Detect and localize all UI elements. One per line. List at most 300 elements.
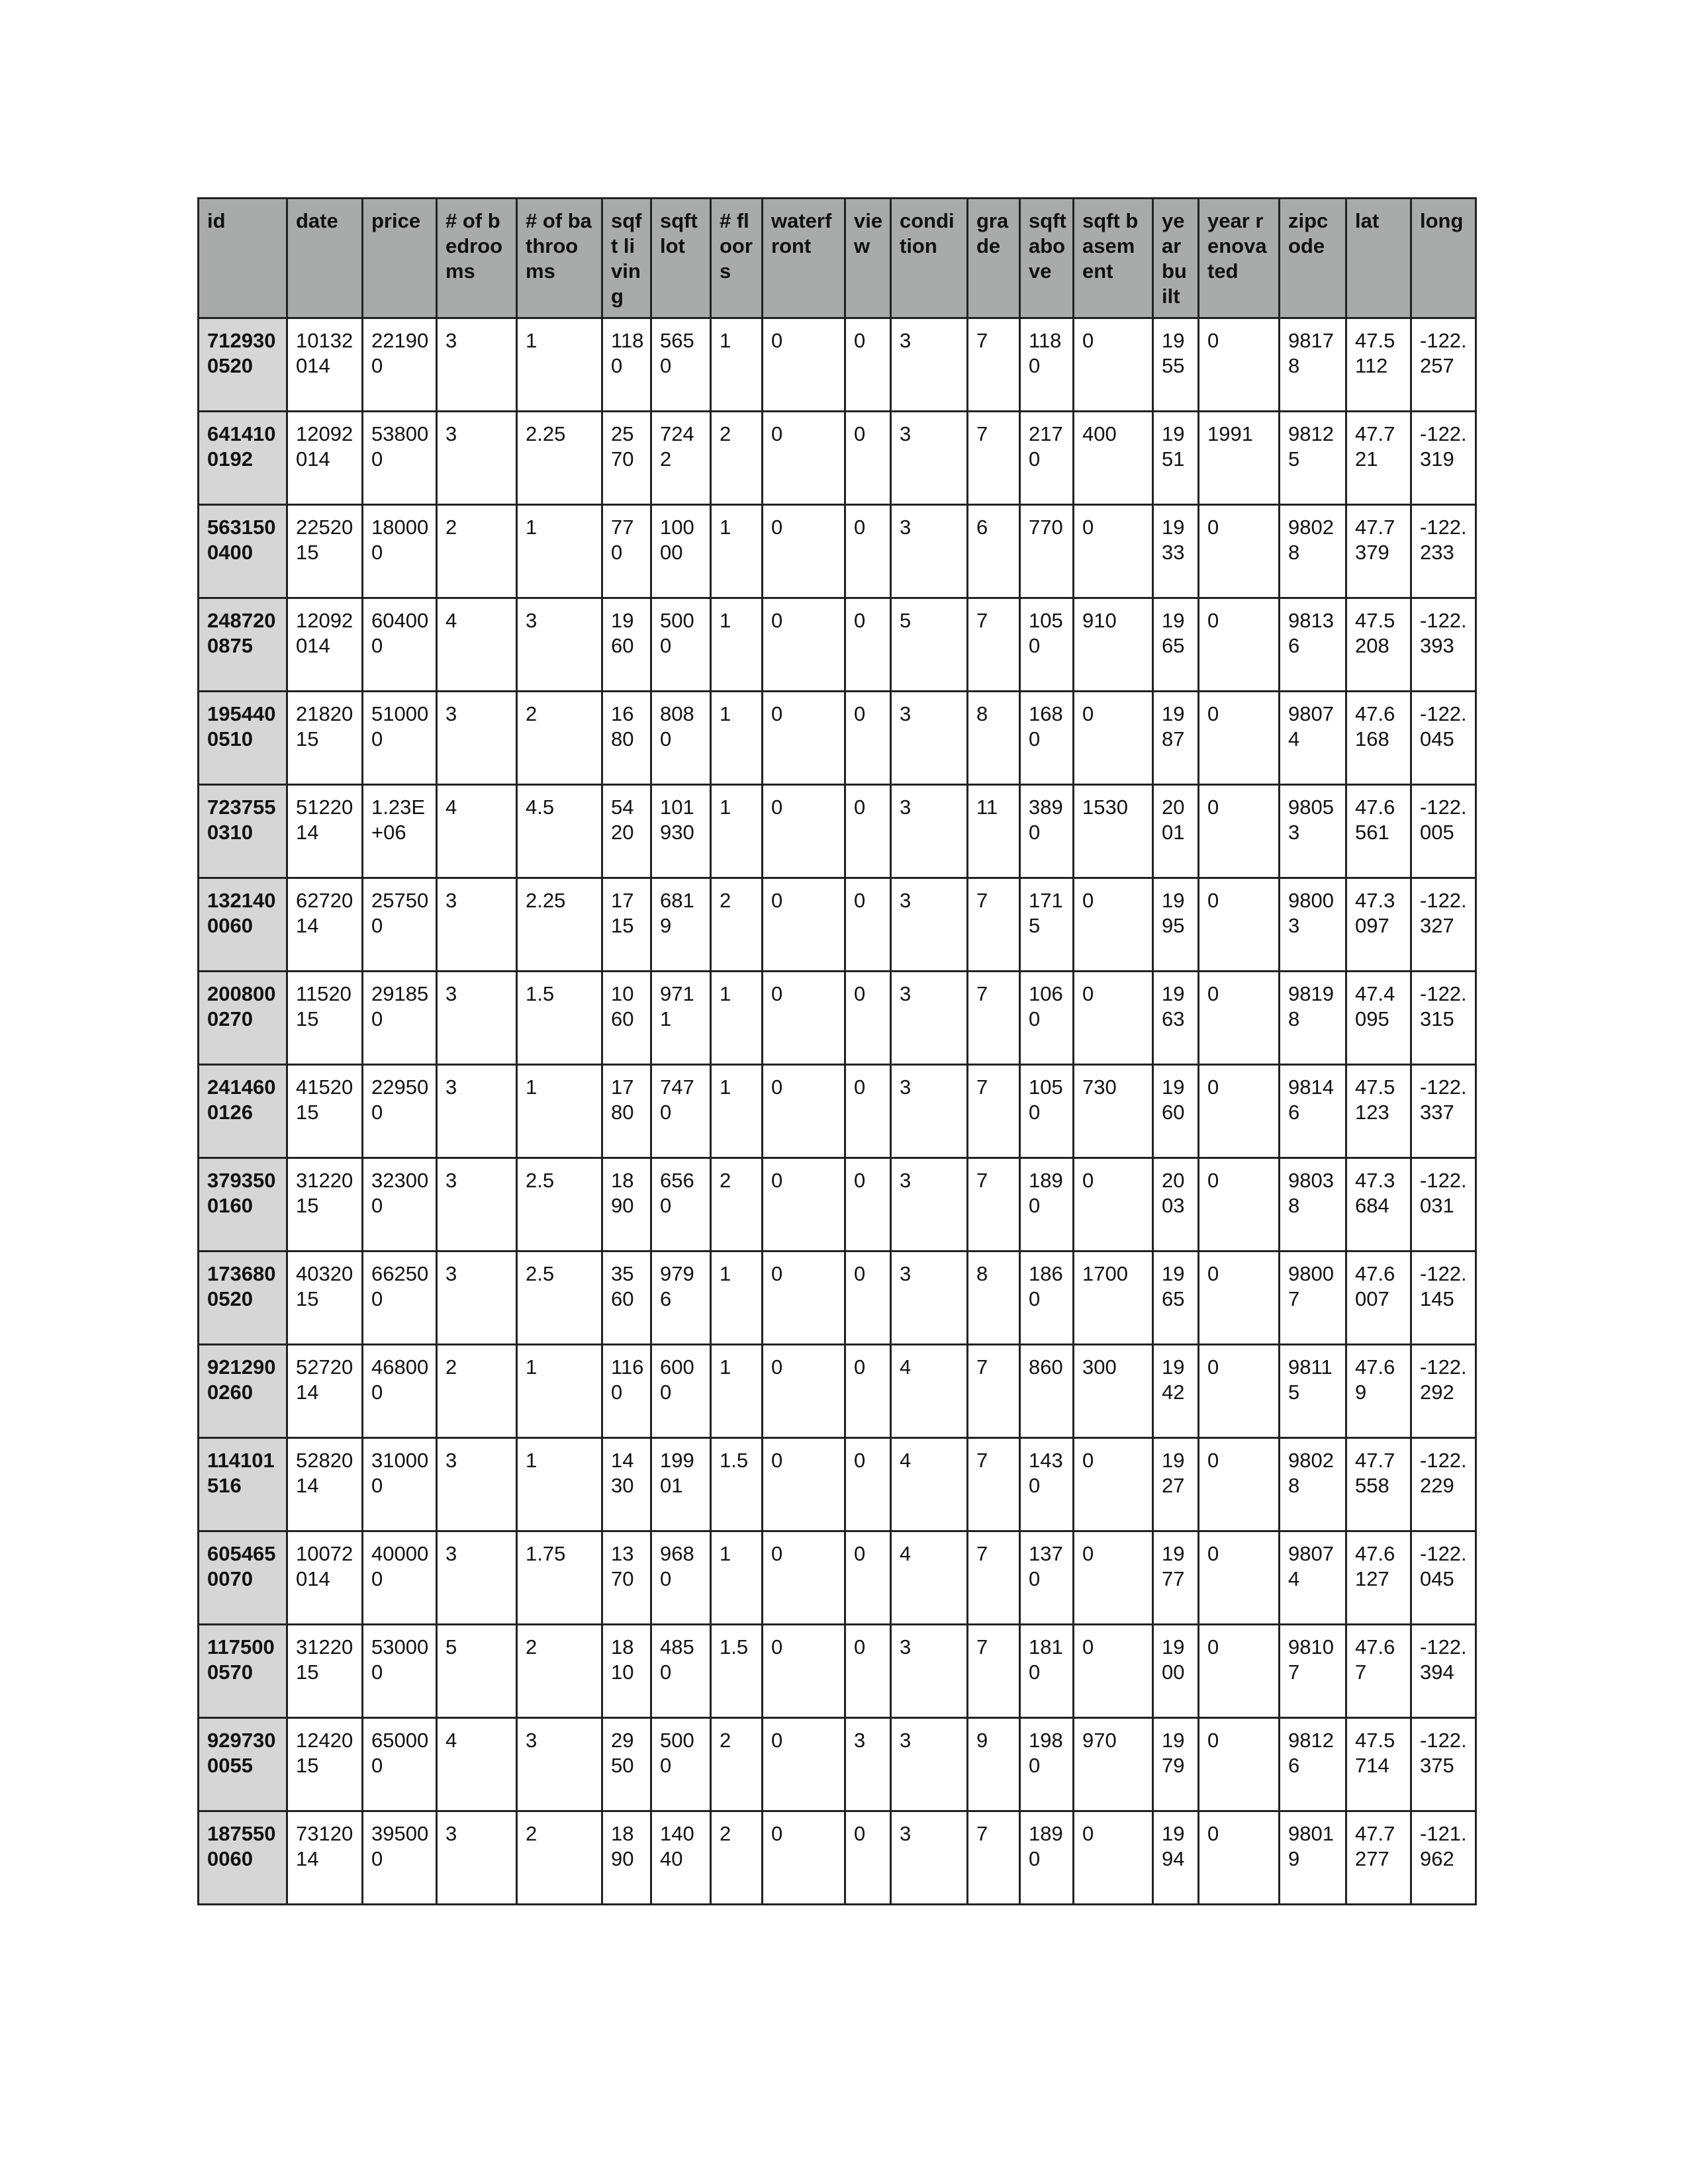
- table-cell: 1994: [1153, 1811, 1199, 1905]
- table-row: [199, 598, 1476, 692]
- table-cell: 0: [1199, 1438, 1280, 1531]
- table-cell: 730: [1074, 1065, 1153, 1158]
- row-id-cell: 2414600126: [199, 1065, 287, 1158]
- table-cell: 0: [845, 1811, 891, 1905]
- table-cell: 98146: [1280, 1065, 1346, 1158]
- table-row: [199, 505, 1476, 598]
- table-cell: 0: [763, 505, 845, 598]
- table-cell: 0: [845, 1531, 891, 1625]
- table-cell: 1810: [602, 1625, 651, 1718]
- table-cell: 3: [891, 1065, 968, 1158]
- table-cell: 7: [968, 412, 1020, 505]
- table-cell: 2: [437, 1345, 517, 1438]
- table-cell: 4: [437, 1718, 517, 1811]
- column-header: id: [199, 199, 287, 318]
- table-cell: 3: [437, 412, 517, 505]
- table-cell: 604000: [363, 598, 437, 692]
- table-cell: 0: [763, 1718, 845, 1811]
- column-header: condition: [891, 199, 968, 318]
- table-cell: 22520 15: [287, 505, 363, 598]
- table-cell: 5650: [651, 318, 711, 412]
- table-cell: 2: [711, 1718, 763, 1811]
- table-cell: 2: [517, 692, 602, 785]
- table-cell: 98115: [1280, 1345, 1346, 1438]
- table-cell: 0: [845, 1345, 891, 1438]
- table-cell: 1810: [1020, 1625, 1074, 1718]
- table-cell: 0: [1074, 1158, 1153, 1251]
- row-id-cell: 6054650070: [199, 1531, 287, 1625]
- table-cell: 14040: [651, 1811, 711, 1905]
- table-cell: 1960: [1153, 1065, 1199, 1158]
- table-cell: 1: [711, 505, 763, 598]
- table-row: [199, 692, 1476, 785]
- table-cell: 3: [891, 972, 968, 1065]
- table-cell: 221900: [363, 318, 437, 412]
- table-cell: 1050: [1020, 1065, 1074, 1158]
- table-cell: 0: [763, 1811, 845, 1905]
- table-cell: 98178: [1280, 318, 1346, 412]
- table-cell: 4: [891, 1345, 968, 1438]
- table-cell: 98125: [1280, 412, 1346, 505]
- table-row: [199, 1438, 1476, 1531]
- table-cell: 0: [1199, 692, 1280, 785]
- table-cell: -122.031: [1411, 1158, 1476, 1251]
- table-cell: 47.6561: [1346, 785, 1411, 878]
- table-cell: 180000: [363, 505, 437, 598]
- table-cell: 0: [845, 692, 891, 785]
- row-id-cell: 1175000570: [199, 1625, 287, 1718]
- table-cell: 1: [711, 972, 763, 1065]
- table-row: [199, 1625, 1476, 1718]
- table-cell: 1: [517, 1065, 602, 1158]
- table-cell: 7: [968, 1345, 1020, 1438]
- row-id-cell: 1321400060: [199, 878, 287, 972]
- table-cell: 47.721: [1346, 412, 1411, 505]
- row-id-cell: 5631500400: [199, 505, 287, 598]
- table-cell: 1780: [602, 1065, 651, 1158]
- column-header: zipcode: [1280, 199, 1346, 318]
- table-cell: 2: [711, 878, 763, 972]
- table-cell: 7242: [651, 412, 711, 505]
- table-cell: 7: [968, 318, 1020, 412]
- table-cell: 1: [711, 1065, 763, 1158]
- table-cell: 10072014: [287, 1531, 363, 1625]
- table-cell: 7: [968, 1811, 1020, 1905]
- table-cell: 2: [517, 1625, 602, 1718]
- column-header: sqft living: [602, 199, 651, 318]
- table-cell: 1180: [1020, 318, 1074, 412]
- table-cell: 0: [1199, 1345, 1280, 1438]
- row-id-cell: 2487200875: [199, 598, 287, 692]
- table-cell: 257500: [363, 878, 437, 972]
- table-cell: -122.375: [1411, 1718, 1476, 1811]
- table-cell: 0: [1199, 972, 1280, 1065]
- table-cell: 7: [968, 1158, 1020, 1251]
- table-cell: 9711: [651, 972, 711, 1065]
- table-cell: 41520 15: [287, 1065, 363, 1158]
- table-cell: 860: [1020, 1345, 1074, 1438]
- table-row: [199, 1811, 1476, 1905]
- table-cell: 1050: [1020, 598, 1074, 692]
- table-cell: 12420 15: [287, 1718, 363, 1811]
- table-cell: 2170: [1020, 412, 1074, 505]
- column-header: # of bedrooms: [437, 199, 517, 318]
- column-header: year renovated: [1199, 199, 1280, 318]
- table-cell: 0: [763, 318, 845, 412]
- table-cell: 5: [891, 598, 968, 692]
- row-id-cell: 3793500160: [199, 1158, 287, 1251]
- table-cell: 3: [891, 692, 968, 785]
- row-id-cell: 7237550310: [199, 785, 287, 878]
- table-cell: 395000: [363, 1811, 437, 1905]
- table-cell: -121.962: [1411, 1811, 1476, 1905]
- table-cell: 0: [845, 1438, 891, 1531]
- table-cell: -122.319: [1411, 412, 1476, 505]
- table-cell: 47.7379: [1346, 505, 1411, 598]
- table-cell: 0: [1199, 785, 1280, 878]
- table-cell: 0: [1199, 878, 1280, 972]
- table-cell: 1965: [1153, 598, 1199, 692]
- table-cell: -122.315: [1411, 972, 1476, 1065]
- header-row: [199, 199, 1476, 318]
- table-cell: 6560: [651, 1158, 711, 1251]
- table-cell: 3: [891, 878, 968, 972]
- table-cell: 98019: [1280, 1811, 1346, 1905]
- table-cell: 5420: [602, 785, 651, 878]
- table-cell: 12092014: [287, 412, 363, 505]
- table-cell: 7: [968, 972, 1020, 1065]
- table-row: [199, 1531, 1476, 1625]
- table-cell: 3: [891, 505, 968, 598]
- table-cell: 98074: [1280, 692, 1346, 785]
- table-cell: 1979: [1153, 1718, 1199, 1811]
- table-row: [199, 318, 1476, 412]
- table-cell: 101930: [651, 785, 711, 878]
- table-cell: 47.5123: [1346, 1065, 1411, 1158]
- table-cell: 3: [437, 1811, 517, 1905]
- column-header: sqft basement: [1074, 199, 1153, 318]
- table-cell: 0: [1199, 1531, 1280, 1625]
- table-cell: 538000: [363, 412, 437, 505]
- table-cell: 0: [1074, 692, 1153, 785]
- table-cell: 0: [1199, 1251, 1280, 1345]
- table-cell: 3: [437, 692, 517, 785]
- table-cell: 8080: [651, 692, 711, 785]
- table-cell: 5000: [651, 1718, 711, 1811]
- house-data-table: [197, 197, 1477, 1905]
- table-cell: 1890: [602, 1811, 651, 1905]
- row-id-cell: 9297300055: [199, 1718, 287, 1811]
- table-cell: -122.292: [1411, 1345, 1476, 1438]
- table-cell: 7470: [651, 1065, 711, 1158]
- table-cell: 1951: [1153, 412, 1199, 505]
- table-cell: 1: [711, 1531, 763, 1625]
- table-cell: 2.5: [517, 1158, 602, 1251]
- table-cell: 1160: [602, 1345, 651, 1438]
- column-header: sqft lot: [651, 199, 711, 318]
- table-cell: 1: [517, 318, 602, 412]
- row-id-cell: 6414100192: [199, 412, 287, 505]
- table-cell: 323000: [363, 1158, 437, 1251]
- table-cell: 1: [711, 1251, 763, 1345]
- column-header: waterfront: [763, 199, 845, 318]
- table-cell: 98107: [1280, 1625, 1346, 1718]
- table-cell: 40320 15: [287, 1251, 363, 1345]
- table-cell: 2.25: [517, 412, 602, 505]
- table-cell: 47.67: [1346, 1625, 1411, 1718]
- table-cell: 0: [763, 1251, 845, 1345]
- table-cell: 1890: [602, 1158, 651, 1251]
- table-cell: -122.045: [1411, 692, 1476, 785]
- table-cell: 47.4095: [1346, 972, 1411, 1065]
- table-cell: 1680: [602, 692, 651, 785]
- table-cell: 2: [711, 412, 763, 505]
- table-cell: 3890: [1020, 785, 1074, 878]
- table-cell: 73120 14: [287, 1811, 363, 1905]
- table-cell: 1430: [1020, 1438, 1074, 1531]
- table-cell: 3: [437, 972, 517, 1065]
- table-cell: 0: [1199, 1158, 1280, 1251]
- table-cell: 0: [1074, 1625, 1153, 1718]
- table-cell: 0: [845, 1625, 891, 1718]
- table-cell: 9680: [651, 1531, 711, 1625]
- table-cell: 1991: [1199, 412, 1280, 505]
- table-cell: 0: [845, 318, 891, 412]
- table-row: [199, 1158, 1476, 1251]
- table-cell: 1.23E+06: [363, 785, 437, 878]
- table-cell: -122.393: [1411, 598, 1476, 692]
- column-header: year built: [1153, 199, 1199, 318]
- table-cell: 1700: [1074, 1251, 1153, 1345]
- table-cell: 0: [763, 1438, 845, 1531]
- column-header: # floors: [711, 199, 763, 318]
- row-id-cell: 1954400510: [199, 692, 287, 785]
- table-cell: 3: [891, 412, 968, 505]
- table-cell: 530000: [363, 1625, 437, 1718]
- table-cell: 1963: [1153, 972, 1199, 1065]
- table-cell: 1060: [1020, 972, 1074, 1065]
- table-cell: 98198: [1280, 972, 1346, 1065]
- table-cell: 3: [845, 1718, 891, 1811]
- table-cell: 468000: [363, 1345, 437, 1438]
- table-cell: 11520 15: [287, 972, 363, 1065]
- table-cell: 0: [845, 1158, 891, 1251]
- table-cell: 0: [845, 785, 891, 878]
- table-cell: 6819: [651, 878, 711, 972]
- table-cell: 3: [891, 1251, 968, 1345]
- table-cell: 7: [968, 1438, 1020, 1531]
- column-header: date: [287, 199, 363, 318]
- table-cell: 0: [1074, 318, 1153, 412]
- table-cell: 47.7277: [1346, 1811, 1411, 1905]
- table-cell: 1955: [1153, 318, 1199, 412]
- table-cell: -122.257: [1411, 318, 1476, 412]
- table-cell: 11: [968, 785, 1020, 878]
- table-cell: 2: [711, 1158, 763, 1251]
- table-cell: 1680: [1020, 692, 1074, 785]
- table-cell: 2: [437, 505, 517, 598]
- table-cell: 1927: [1153, 1438, 1199, 1531]
- table-cell: 1.5: [711, 1438, 763, 1531]
- table-cell: 3: [891, 1625, 968, 1718]
- table-cell: 0: [763, 972, 845, 1065]
- table-cell: 0: [845, 598, 891, 692]
- table-cell: 47.69: [1346, 1345, 1411, 1438]
- table-cell: 0: [845, 412, 891, 505]
- table-cell: 4: [891, 1438, 968, 1531]
- table-cell: 1965: [1153, 1251, 1199, 1345]
- table-cell: 2003: [1153, 1158, 1199, 1251]
- table-cell: 98028: [1280, 505, 1346, 598]
- column-header: grade: [968, 199, 1020, 318]
- row-id-cell: 1875500060: [199, 1811, 287, 1905]
- table-cell: 3: [437, 878, 517, 972]
- table-cell: 0: [763, 412, 845, 505]
- table-cell: 910: [1074, 598, 1153, 692]
- table-cell: 0: [1199, 1811, 1280, 1905]
- table-cell: 310000: [363, 1438, 437, 1531]
- row-id-cell: 2008000270: [199, 972, 287, 1065]
- table-cell: 1180: [602, 318, 651, 412]
- table-cell: 3560: [602, 1251, 651, 1345]
- table-cell: 6000: [651, 1345, 711, 1438]
- table-cell: 4: [437, 785, 517, 878]
- table-cell: -122.394: [1411, 1625, 1476, 1718]
- table-cell: 1715: [602, 878, 651, 972]
- table-cell: 3: [891, 1811, 968, 1905]
- table-row: [199, 1345, 1476, 1438]
- table-cell: 9796: [651, 1251, 711, 1345]
- table-cell: 400: [1074, 412, 1153, 505]
- table-cell: 0: [845, 972, 891, 1065]
- table-cell: 21820 15: [287, 692, 363, 785]
- table-cell: 0: [763, 1625, 845, 1718]
- table-cell: 1430: [602, 1438, 651, 1531]
- table-cell: -122.337: [1411, 1065, 1476, 1158]
- table-cell: 1: [711, 785, 763, 878]
- table-cell: 4850: [651, 1625, 711, 1718]
- table-cell: 300: [1074, 1345, 1153, 1438]
- table-cell: 1980: [1020, 1718, 1074, 1811]
- table-cell: 3: [891, 1718, 968, 1811]
- table-cell: -122.233: [1411, 505, 1476, 598]
- table-cell: 1933: [1153, 505, 1199, 598]
- table-body: [199, 318, 1476, 1905]
- table-cell: 1977: [1153, 1531, 1199, 1625]
- table-cell: 0: [1199, 505, 1280, 598]
- table-row: [199, 785, 1476, 878]
- table-cell: 510000: [363, 692, 437, 785]
- table-cell: 0: [1074, 878, 1153, 972]
- table-cell: 47.3097: [1346, 878, 1411, 972]
- table-cell: 47.5112: [1346, 318, 1411, 412]
- table-cell: 12092014: [287, 598, 363, 692]
- table-cell: 650000: [363, 1718, 437, 1811]
- table-cell: -122.229: [1411, 1438, 1476, 1531]
- table-cell: 3: [891, 785, 968, 878]
- column-header: view: [845, 199, 891, 318]
- table-cell: 0: [763, 785, 845, 878]
- table-cell: 4.5: [517, 785, 602, 878]
- table-cell: 2: [711, 1811, 763, 1905]
- table-cell: 0: [763, 598, 845, 692]
- table-cell: 47.6168: [1346, 692, 1411, 785]
- table-cell: 9: [968, 1718, 1020, 1811]
- table-cell: -122.045: [1411, 1531, 1476, 1625]
- table-cell: 229500: [363, 1065, 437, 1158]
- table-cell: 2001: [1153, 785, 1199, 878]
- table-cell: 52720 14: [287, 1345, 363, 1438]
- table-cell: 47.3684: [1346, 1158, 1411, 1251]
- table-cell: 1995: [1153, 878, 1199, 972]
- table-cell: 1: [711, 692, 763, 785]
- table-cell: 2.25: [517, 878, 602, 972]
- table-cell: 770: [1020, 505, 1074, 598]
- table-cell: 2.5: [517, 1251, 602, 1345]
- table-cell: -122.145: [1411, 1251, 1476, 1345]
- table-cell: 98053: [1280, 785, 1346, 878]
- table-cell: 0: [845, 505, 891, 598]
- table-cell: 3: [437, 1251, 517, 1345]
- table-cell: 0: [1199, 1065, 1280, 1158]
- table-cell: 19901: [651, 1438, 711, 1531]
- table-row: [199, 878, 1476, 972]
- table-cell: 62720 14: [287, 878, 363, 972]
- table-cell: 7: [968, 878, 1020, 972]
- table-cell: 4: [891, 1531, 968, 1625]
- table-cell: 98028: [1280, 1438, 1346, 1531]
- table-cell: 4: [437, 598, 517, 692]
- column-header: long: [1411, 199, 1476, 318]
- table-cell: 1: [517, 1345, 602, 1438]
- table-cell: 3: [437, 1065, 517, 1158]
- table-row: [199, 1718, 1476, 1811]
- table-cell: 0: [763, 1158, 845, 1251]
- table-cell: 1890: [1020, 1158, 1074, 1251]
- row-id-cell: 9212900260: [199, 1345, 287, 1438]
- column-header: sqft above: [1020, 199, 1074, 318]
- table-cell: -122.327: [1411, 878, 1476, 972]
- table-cell: 47.6127: [1346, 1531, 1411, 1625]
- table-cell: 5: [437, 1625, 517, 1718]
- table-cell: 47.6007: [1346, 1251, 1411, 1345]
- table-cell: 1.75: [517, 1531, 602, 1625]
- table-cell: 0: [1199, 1625, 1280, 1718]
- table-cell: 1.5: [711, 1625, 763, 1718]
- table-cell: 970: [1074, 1718, 1153, 1811]
- table-cell: 0: [1074, 1811, 1153, 1905]
- table-cell: 1370: [602, 1531, 651, 1625]
- column-header: lat: [1346, 199, 1411, 318]
- table-cell: 3: [517, 598, 602, 692]
- table-cell: 0: [1074, 1438, 1153, 1531]
- table-cell: 3: [437, 318, 517, 412]
- table-cell: 0: [763, 1065, 845, 1158]
- table-cell: 5000: [651, 598, 711, 692]
- table-cell: 98136: [1280, 598, 1346, 692]
- table-cell: 31220 15: [287, 1158, 363, 1251]
- table-cell: 0: [1199, 1718, 1280, 1811]
- table-cell: 2570: [602, 412, 651, 505]
- table-cell: 51220 14: [287, 785, 363, 878]
- table-cell: 1.5: [517, 972, 602, 1065]
- table-cell: 1: [711, 598, 763, 692]
- table-cell: 1: [711, 1345, 763, 1438]
- table-cell: 400000: [363, 1531, 437, 1625]
- table-cell: 10132014: [287, 318, 363, 412]
- table-cell: 0: [1074, 972, 1153, 1065]
- table-cell: 0: [845, 1065, 891, 1158]
